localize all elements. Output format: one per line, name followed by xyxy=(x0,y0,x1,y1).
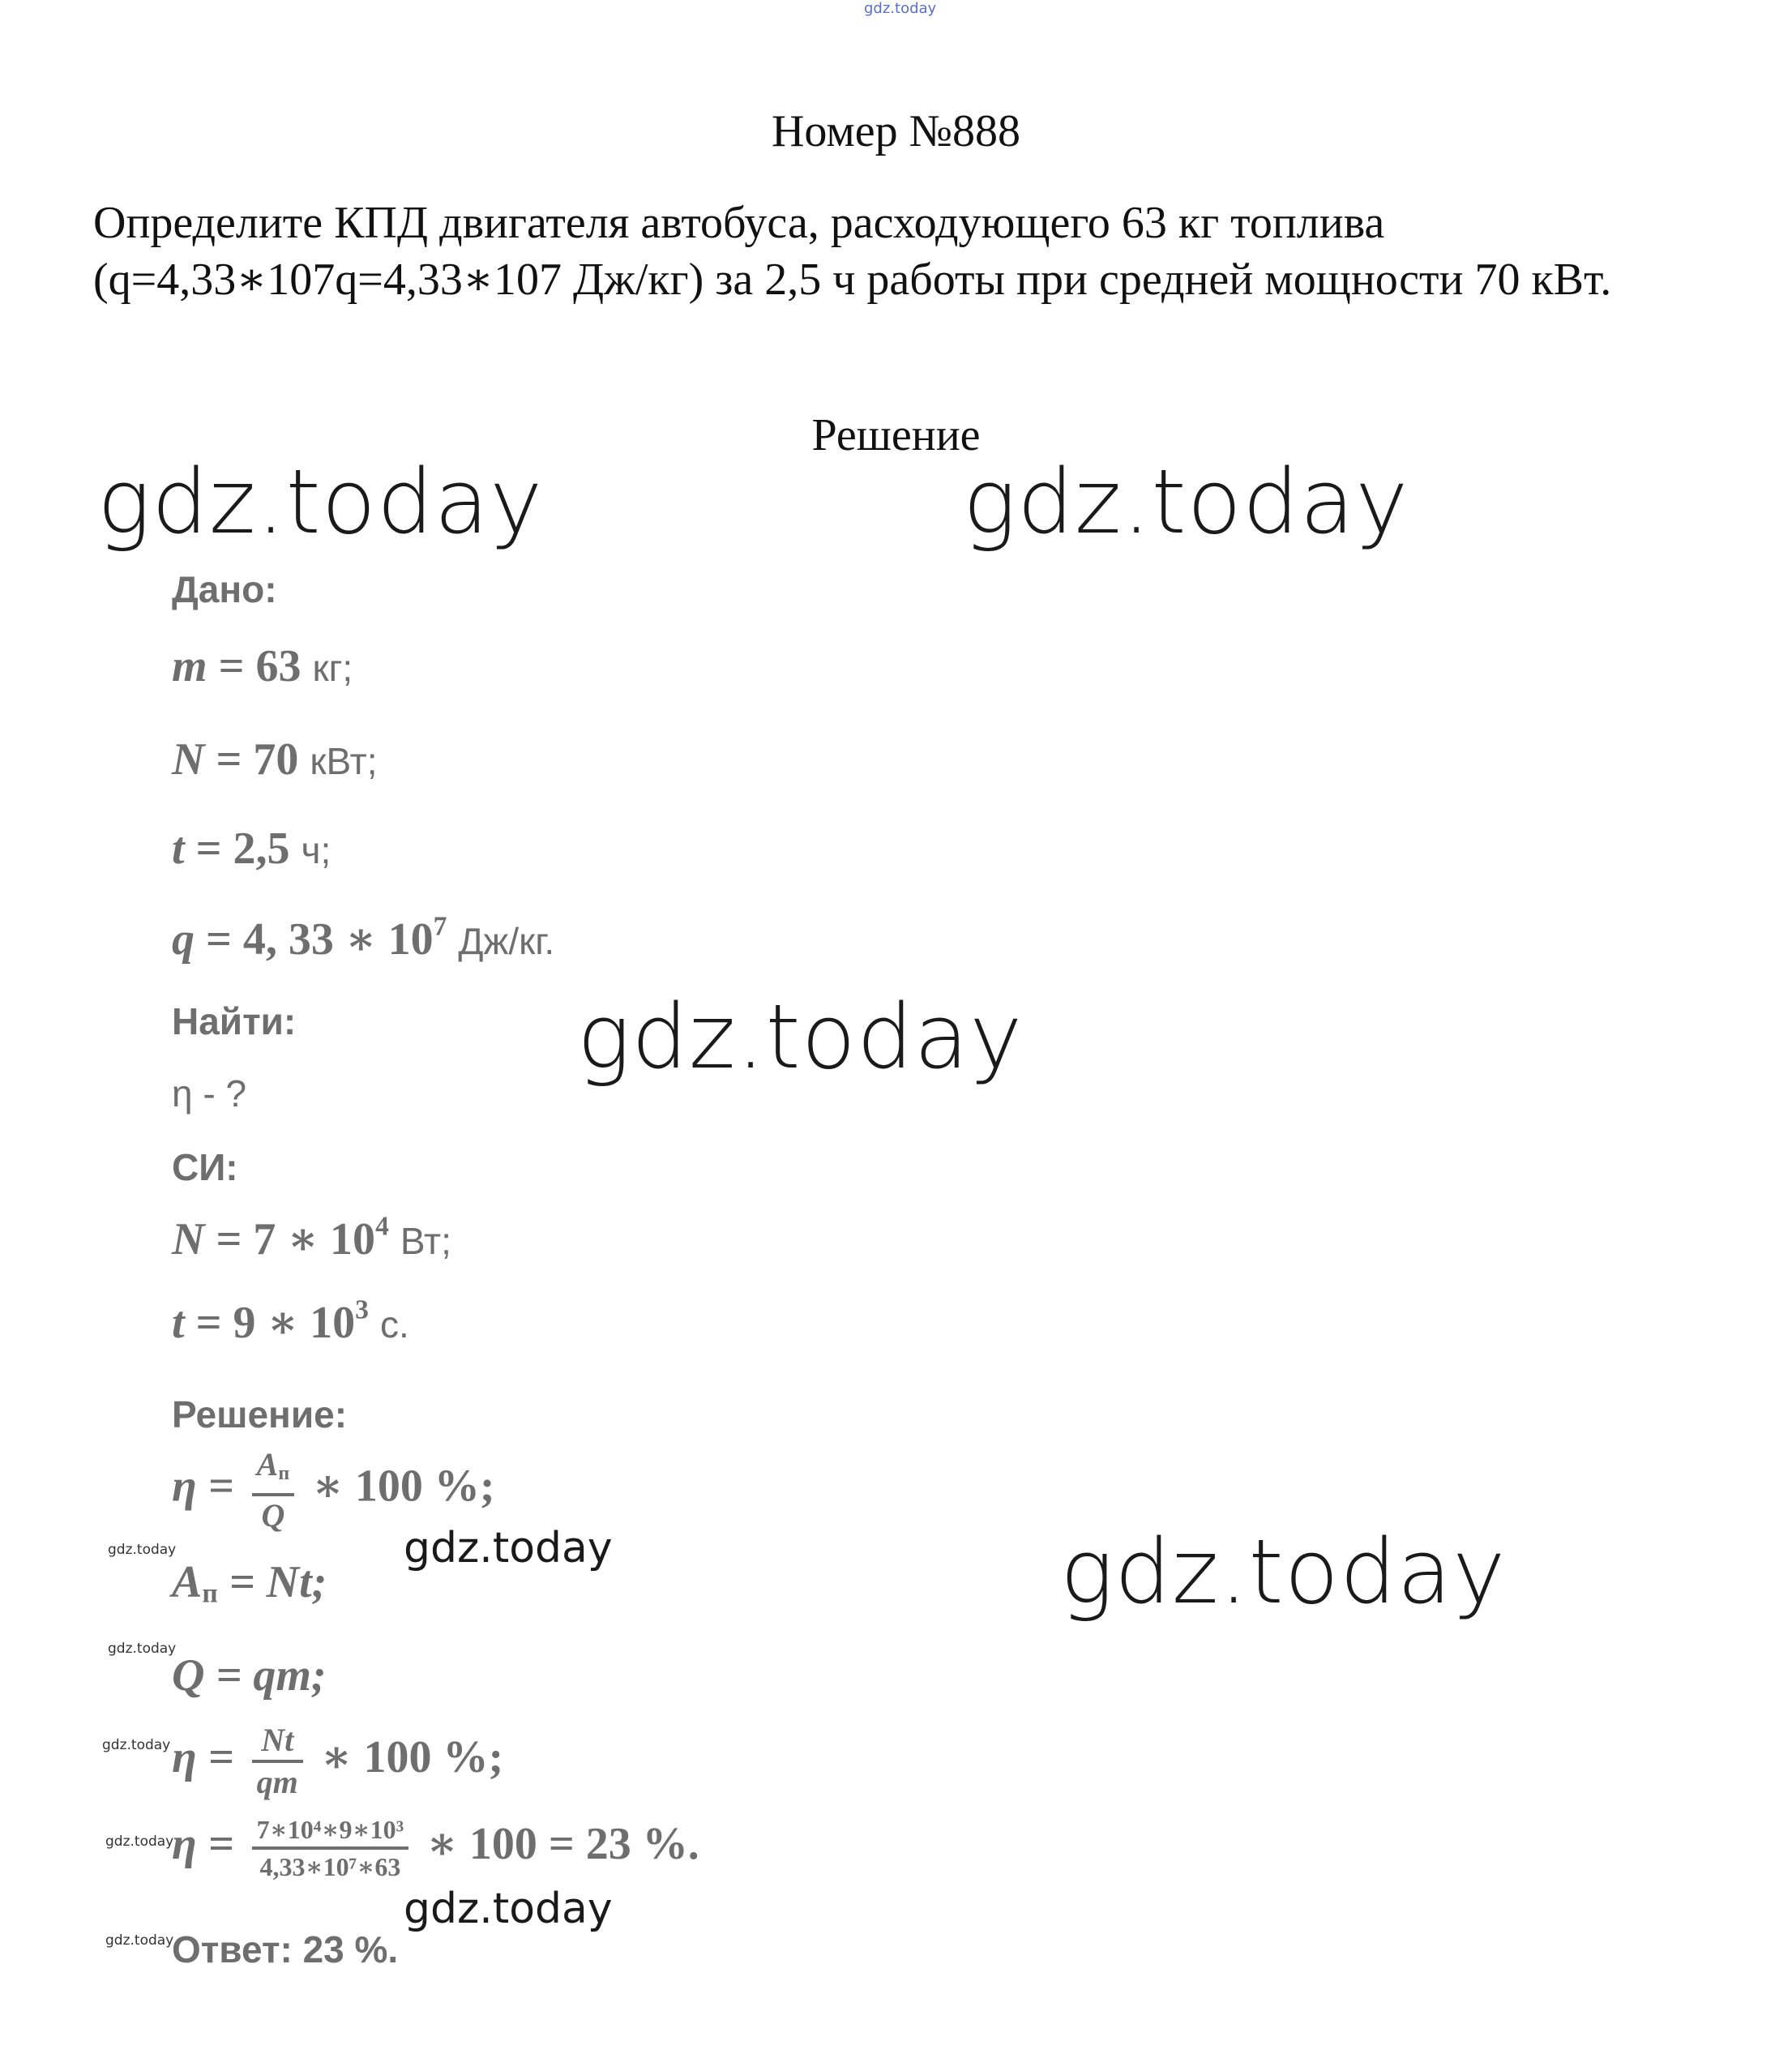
watermark: gdz.today xyxy=(963,450,1409,554)
watermark: gdz.today xyxy=(404,1885,613,1933)
watermark: gdz.today xyxy=(1060,1520,1507,1624)
answer: Ответ: 23 %. xyxy=(172,1928,399,1970)
watermark-small: gdz.today xyxy=(105,1834,174,1850)
watermark: gdz.today xyxy=(404,1524,613,1573)
si-t: t = 9 ∗ $10^3$ с. xyxy=(172,1294,409,1348)
given-t: t = 2,5 ч; xyxy=(172,824,331,874)
solution-label: Решение: xyxy=(172,1393,348,1436)
watermark: gdz.today xyxy=(577,985,1024,1089)
find-value: η - ? xyxy=(172,1072,247,1115)
eq-efficiency-numeric: η = $\frac{\text{7∗10⁴∗9∗10³}}{\text{4,33∗10⁷∗63}}$ ∗ 100 = 23 %. xyxy=(172,1815,699,1881)
given-N: N = 70 кВт; xyxy=(172,734,378,785)
find-label: Найти: xyxy=(172,1000,297,1042)
eq-efficiency-substituted: η = $\frac{Nt}{qm}$ ∗ 100 %; xyxy=(172,1722,504,1800)
si-label: СИ: xyxy=(172,1146,238,1188)
watermark-small: gdz.today xyxy=(108,1542,177,1558)
problem-statement: Определите КПД двигателя автобуса, расходующего 63 кг топлива (q=4,33∗107q=4,33∗107 Дж/кг) за 2,5 ч работы при средней мощности 70 кВт. xyxy=(93,198,1612,305)
solution-heading: Решение xyxy=(811,410,981,460)
watermark-small: gdz.today xyxy=(108,1641,177,1657)
si-N: N = 7 ∗ $10^4$ Вт; xyxy=(172,1211,451,1264)
given-q: q = 4, 33 ∗ $10^7$ Дж/кг. xyxy=(172,911,555,965)
top-watermark: gdz.today xyxy=(864,0,937,17)
watermark-small: gdz.today xyxy=(105,1932,174,1949)
given-label: Дано: xyxy=(172,568,277,610)
eq-efficiency-definition: η = $\frac{A_п}{Q}$ ∗ 100 %; xyxy=(172,1446,495,1534)
eq-heat: Q = qm; xyxy=(172,1650,327,1701)
watermark: gdz.today xyxy=(97,450,544,554)
given-m: m = 63 кг; xyxy=(172,641,353,691)
eq-useful-work: $A_п = Nt$; xyxy=(172,1557,327,1609)
watermark-small: gdz.today xyxy=(102,1737,171,1753)
page-title: Номер №888 xyxy=(771,106,1021,156)
